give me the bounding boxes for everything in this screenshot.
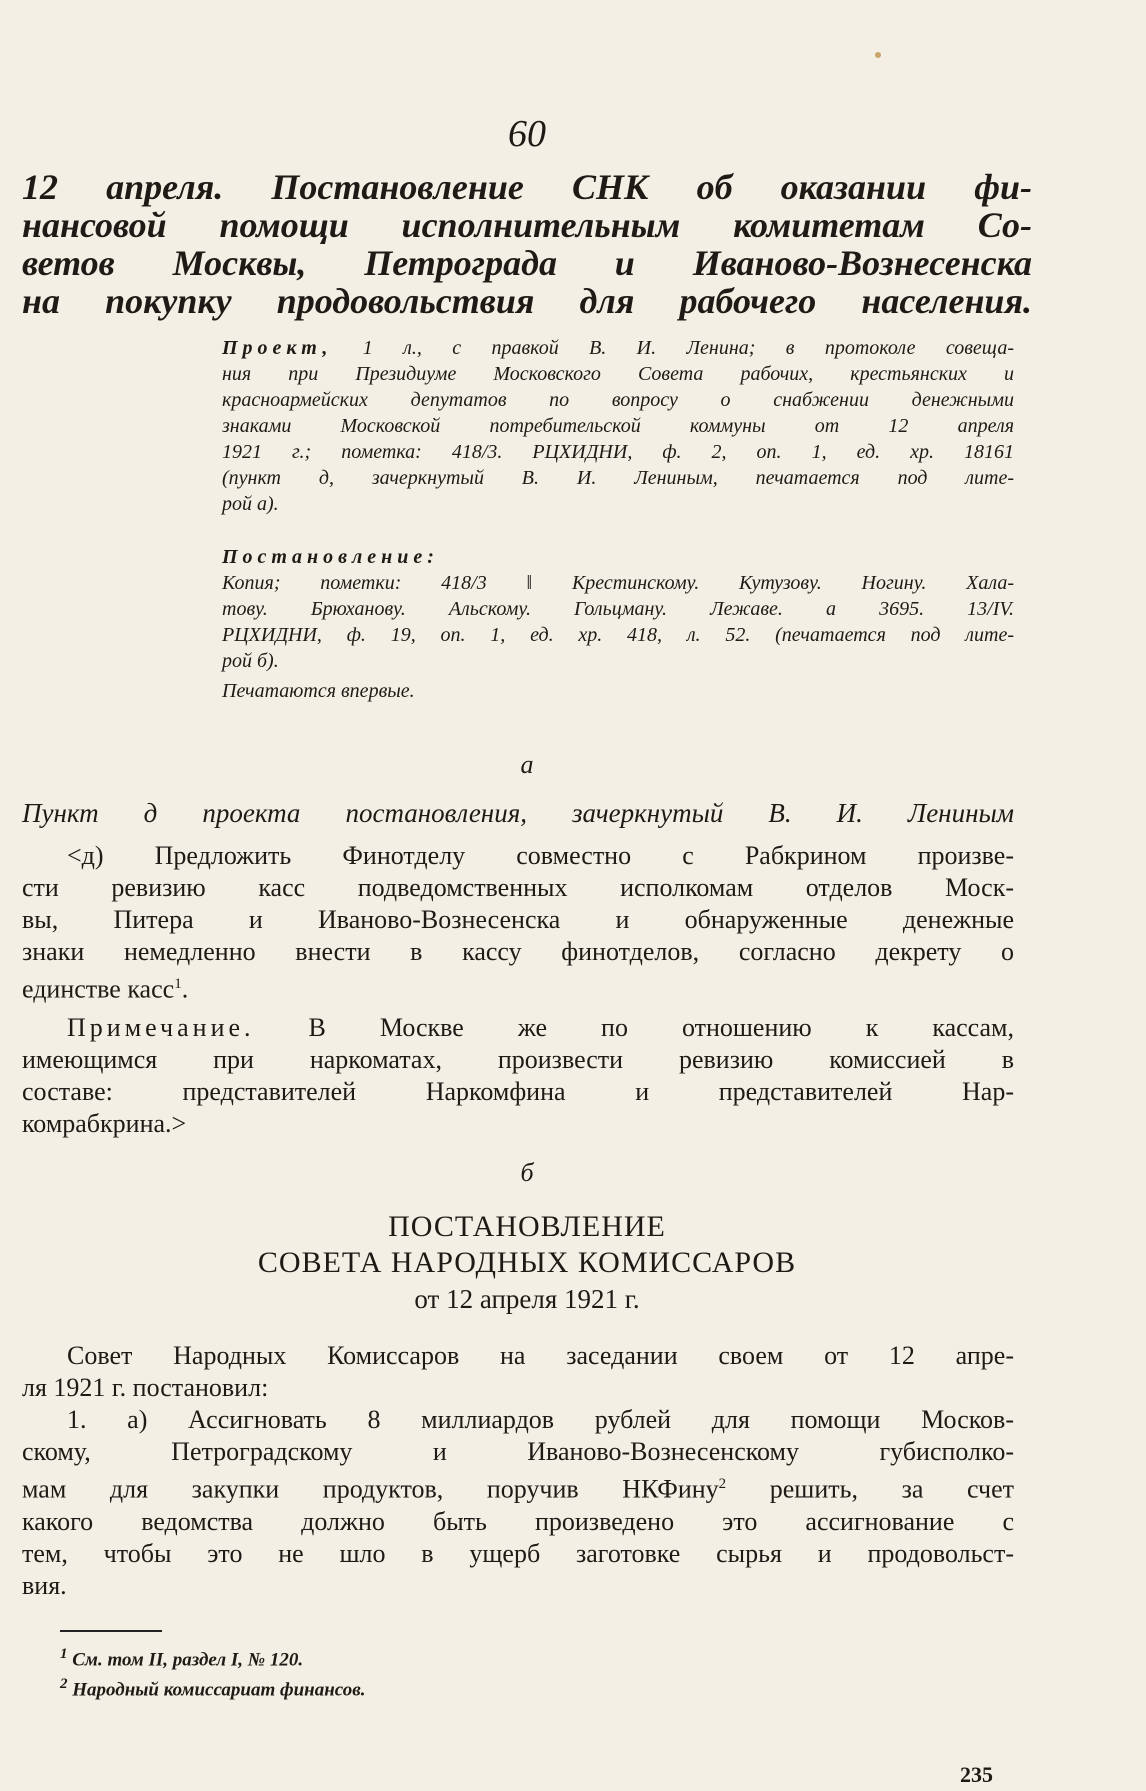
body-line: вы, Питера и Иваново-Вознесенска и обнаруженные денежные (22, 905, 1014, 934)
body-line: имеющимся при наркоматах, произвести ревизию комиссией в (22, 1044, 1014, 1074)
footnote-1 (60, 1646, 303, 1671)
note-line: (пункт д, зачеркнутый В. И. Лениным, печатается под лите- (222, 467, 1014, 489)
body-line: знаки немедленно внести в кассу финотделов, согласно декрету о (22, 937, 1014, 966)
body-text: единстве касс (22, 974, 175, 1004)
footnote-mark: 2 (60, 1676, 68, 1692)
note-line: красноармейских депутатов по вопросу о снабжении денежными (222, 389, 1014, 411)
note-line: рой а). (222, 493, 279, 515)
resolution-heading: ПОСТАНОВЛЕНИЕ (388, 1210, 666, 1243)
footnote-text: См. том II, раздел I, № 120. (72, 1649, 304, 1671)
section-b-body (22, 1340, 1014, 1602)
body-text: мам для закупки продуктов, поручив НКФину (22, 1474, 719, 1504)
body-line (22, 968, 1014, 1006)
archive-note-draft (222, 335, 1014, 517)
body-line: 1. а) Ассигновать 8 миллиардов рублей для помощи Москов- (67, 1405, 1014, 1434)
body-line: скому, Петроградскому и Иваново-Вознесенскому губисполко- (22, 1437, 1014, 1466)
note-line: 1921 г.; пометка: 418/3. РЦХИДНИ, ф. 2, оп. 1, ед. хр. 18161 (222, 441, 1014, 463)
section-a-heading: Пункт д проекта постановления, зачеркнутый В. И. Лениным (22, 798, 1014, 828)
body-line: какого ведомства должно быть произведено это ассигнование с (22, 1506, 1014, 1536)
footnote-ref: 1 (174, 976, 182, 992)
title-line: нансовой помощи исполнительным комитетам Со- (22, 205, 1032, 245)
note-text: 1 л., с правкой В. И. Ленина; в протоколе совеща- (362, 337, 1015, 359)
body-text: решить, за счет (769, 1474, 1014, 1504)
body-text: В Москве же по отношению к кассам, (308, 1012, 1015, 1042)
title-line: 12 апреля. Постановление СНК об оказании фи- (22, 167, 1032, 207)
note-label: Примечание. (67, 1012, 255, 1042)
note-label: Постановление: (222, 546, 439, 568)
archive-note-resolution (222, 544, 1014, 704)
note-label: Проект, (222, 337, 333, 359)
body-line: составе: представителей Наркомфина и представителей Нар- (22, 1076, 1014, 1106)
first-published-note: Печатаются впервые. (222, 680, 415, 702)
note-line: ния при Президиуме Московского Совета рабочих, крестьянских и (222, 363, 1014, 385)
body-line: вия. (22, 1570, 67, 1600)
document-title (22, 168, 1032, 320)
body-line: сти ревизию касс подведомственных исполкомам отделов Моск- (22, 873, 1014, 902)
document-page (22, 0, 1032, 1791)
note-line: знаками Московской потребительской коммуны от 12 апреля (222, 415, 1014, 437)
title-line: ветов Москвы, Петрограда и Иваново-Вознесенска (22, 243, 1032, 283)
note-line (222, 335, 1014, 361)
note-line: тову. Брюханову. Альскому. Гольцману. Лежаве. а 3695. 13/IV. (222, 598, 1014, 620)
note-line: Копия; пометки: 418/3 ‖ Крестинскому. Кутузову. Ногину. Хала- (222, 572, 1014, 594)
footnote-text: Народный комиссариат финансов. (72, 1679, 366, 1701)
resolution-heading: СОВЕТА НАРОДНЫХ КОМИССАРОВ (257, 1246, 797, 1279)
footnote-2 (60, 1676, 365, 1701)
resolution-date: от 12 апреля 1921 г. (414, 1284, 640, 1314)
footnote-ref: 2 (718, 1476, 727, 1492)
document-number: 60 (508, 113, 546, 155)
body-line: Совет Народных Комиссаров на заседании своем от 12 апре- (67, 1341, 1014, 1370)
body-line (22, 1468, 1014, 1506)
footnote-divider (60, 1630, 162, 1632)
body-line: тем, чтобы это не шло в ущерб заготовке сырья и продовольст- (22, 1538, 1014, 1568)
note-line: РЦХИДНИ, ф. 19, оп. 1, ед. хр. 418, л. 52. (печатается под лите- (222, 624, 1014, 646)
body-line: комрабкрина.> (22, 1108, 187, 1138)
section-a-letter: а (520, 750, 534, 779)
body-line: ля 1921 г. постановил: (22, 1373, 269, 1402)
body-line: <д) Предложить Финотделу совместно с Рабкрином произве- (67, 841, 1014, 870)
note-line: рой б). (222, 650, 279, 672)
section-b-letter: б (520, 1158, 534, 1187)
page-number: 235 (960, 1762, 993, 1787)
title-line: на покупку продовольствия для рабочего населения. (22, 281, 1032, 321)
body-text: . (181, 974, 189, 1004)
footnote-mark: 1 (60, 1646, 68, 1662)
section-a-paragraph (22, 840, 1014, 1140)
body-line (22, 1012, 1014, 1044)
